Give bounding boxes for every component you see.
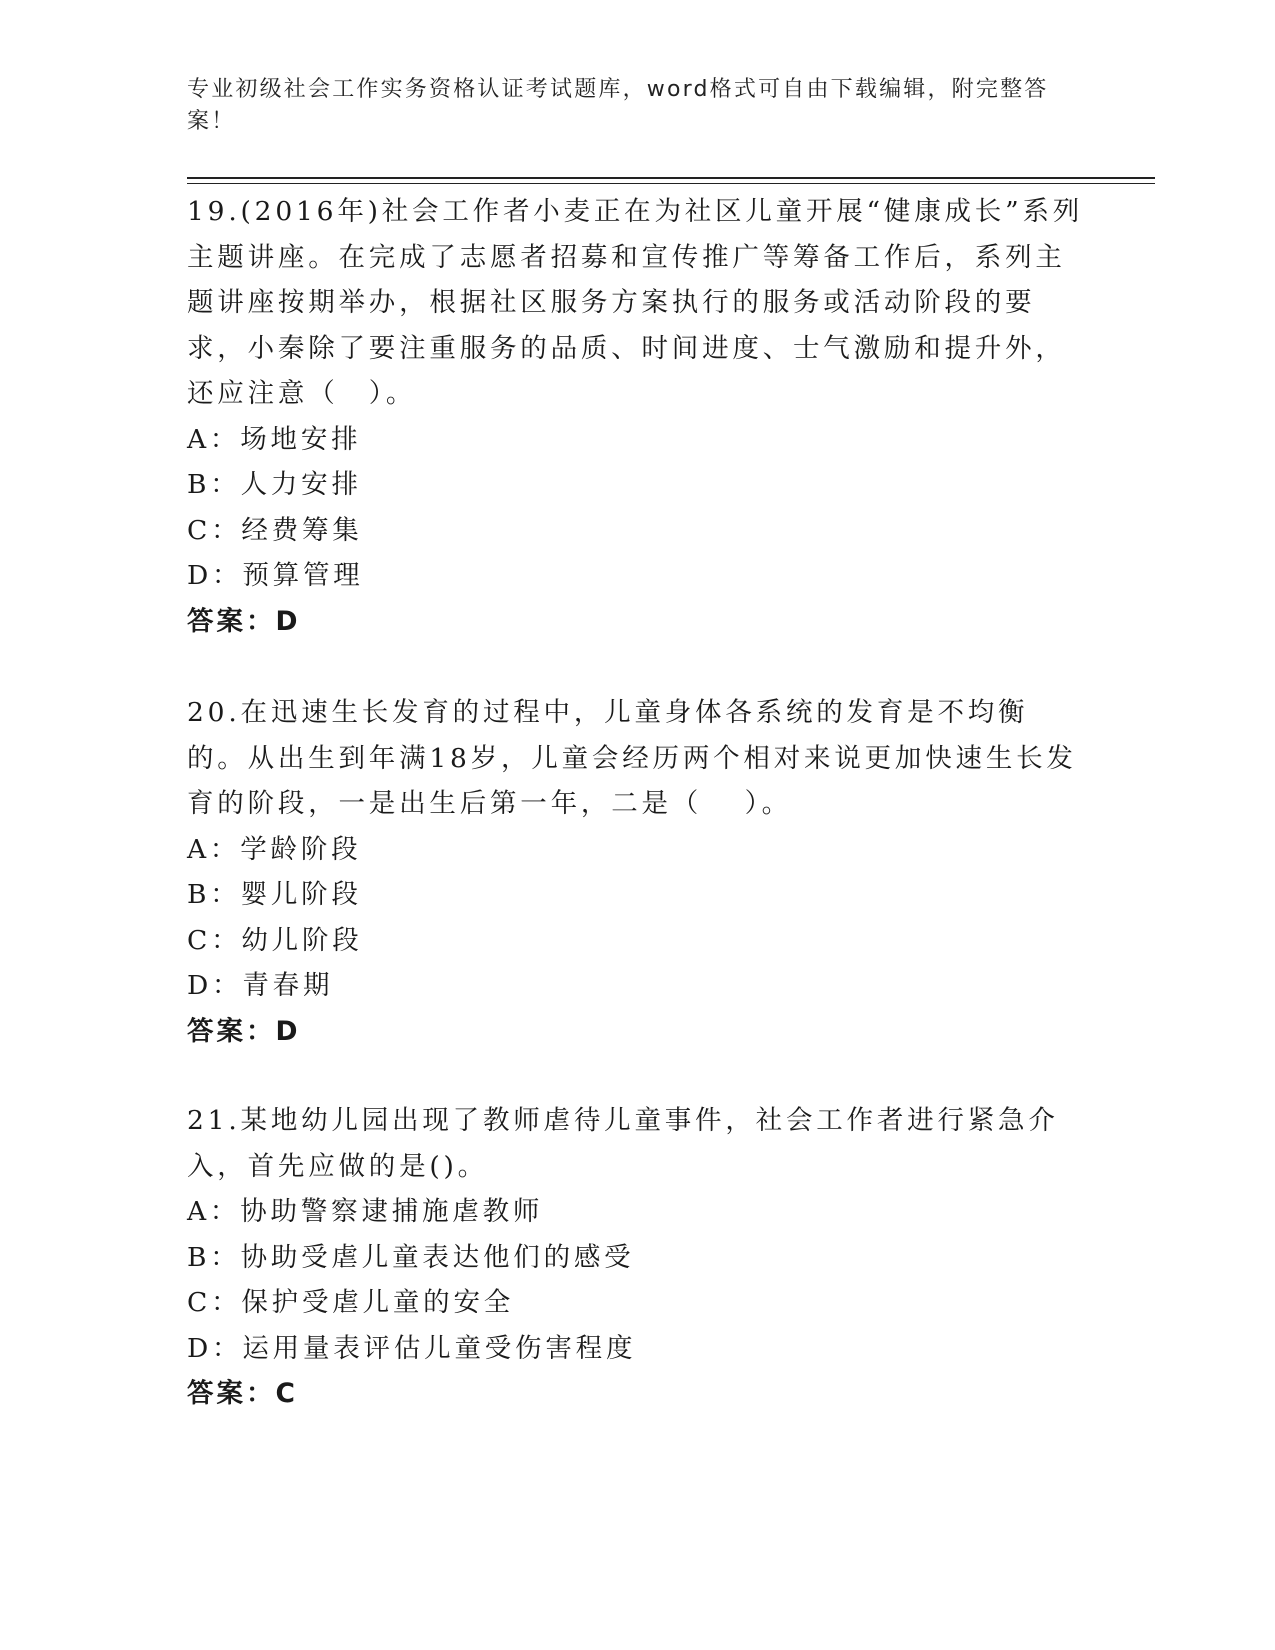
option-c: C：经费筹集 (187, 514, 363, 546)
option-c: C：保护受虐儿童的安全 (187, 1287, 515, 1318)
option-d: D：运用量表评估儿童受伤害程度 (187, 1332, 637, 1364)
option-a: A：场地安排 (187, 423, 362, 455)
header-divider-thick (187, 177, 1155, 179)
option-d: D：青春期 (187, 970, 334, 1001)
question-21 (187, 1098, 1087, 1417)
answer-key: 答案：D (187, 605, 301, 637)
question-19 (187, 189, 1087, 644)
option-c: C：幼儿阶段 (187, 924, 363, 956)
question-20 (187, 690, 1087, 1054)
option-d: D：预算管理 (187, 560, 364, 591)
option-b: B：协助受虐儿童表达他们的感受 (187, 1241, 635, 1273)
option-a: A：学龄阶段 (187, 833, 362, 865)
option-a: A：协助警察逮捕施虐教师 (187, 1196, 544, 1227)
question-stem: 19.(2016年)社会工作者小麦正在为社区儿童开展“健康成长”系列主题讲座。在完成了志愿者招募和宣传推广等筹备工作后，系列主题讲座按期举办，根据社区服务方案执行的服务或活动阶段的要求，小秦除了要注重服务的品质、时间进度、士气激励和提升外，还应注意（ ）。 (187, 196, 1084, 409)
option-b: B：人力安排 (187, 469, 362, 500)
header-divider-thin (187, 183, 1155, 184)
question-stem: 21.某地幼儿园出现了教师虐待儿童事件，社会工作者进行紧急介入，首先应做的是()。 (187, 1105, 1059, 1182)
question-stem: 20.在迅速生长发育的过程中，儿童身体各系统的发育是不均衡的。从出生到年满18岁，儿童会经历两个相对来说更加快速生长发育的阶段，一是出生后第一年，二是（ ）。 (187, 697, 1077, 819)
answer-key: 答案：D (187, 1015, 301, 1047)
document-header: 专业初级社会工作实务资格认证考试题库，word格式可自由下载编辑，附完整答案！ (187, 77, 1049, 134)
answer-key: 答案：C (187, 1378, 298, 1409)
option-b: B：婴儿阶段 (187, 879, 362, 910)
